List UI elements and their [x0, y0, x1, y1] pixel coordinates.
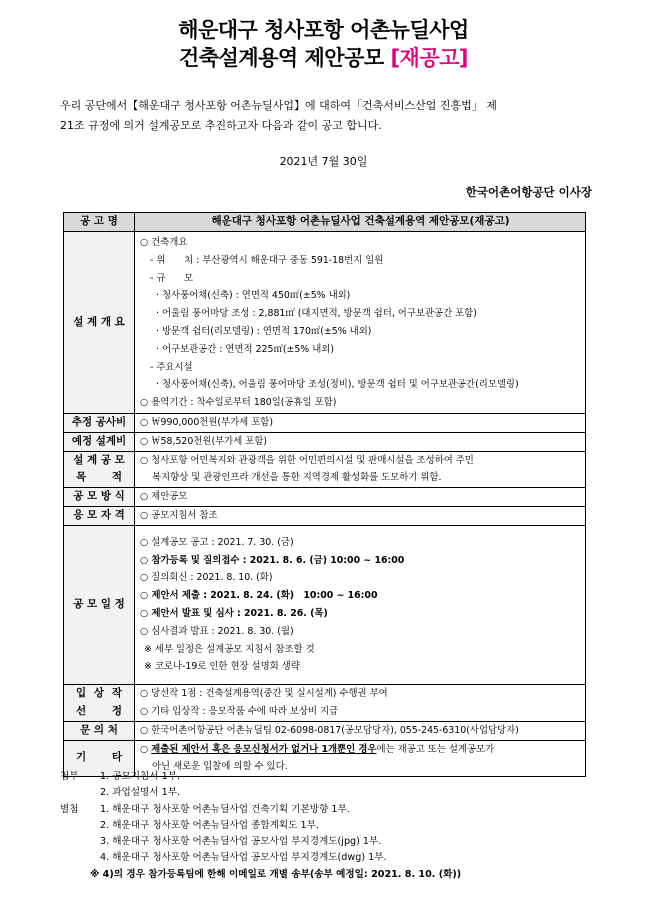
table-row [64, 506, 586, 525]
table-row [64, 232, 586, 414]
overview-line: ○ 건축개요 [140, 237, 188, 248]
label-notice-name: 공 고 명 [64, 213, 135, 232]
page-title-line2 [0, 42, 647, 72]
intro-line2: 21조 규정에 의거 설계공모로 추진하고자 다음과 같이 공고 합니다. [60, 119, 382, 132]
table-row [64, 413, 586, 432]
attach-item [60, 785, 461, 801]
page-title-main: 건축설계용역 제안공모 [178, 46, 384, 70]
annex-label: 별첨 [60, 803, 79, 815]
schedule-note: ※ 코로나-19로 인한 현장 설명회 생략 [144, 661, 300, 673]
overview-line: · 어울림 풍어마당 조성 : 2,881㎡ (대지면적, 방문객 쉼터, 어구보관공간 포함) [156, 308, 477, 320]
label-design-fee: 예정 설계비 [64, 432, 135, 451]
design-overview-cell [135, 232, 586, 414]
table-row [64, 525, 586, 684]
attach-text: 1. 공모지침서 1부. [100, 771, 181, 782]
issuer: 한국어촌어항공단 이사장 [465, 185, 592, 199]
schedule-line: ○ 질의회신 : 2021. 8. 10. (화) [140, 572, 273, 584]
estimated-cost-value: ○ ￦990,000천원(부가세 포함) [135, 413, 586, 432]
label-contact: 문 의 처 [64, 721, 135, 740]
annex-item [60, 850, 461, 866]
method-value: ○ 제안공모 [135, 488, 586, 507]
overview-line: - 규 모 [150, 272, 194, 284]
award-line: ○ 당선작 1점 : 건축설계용역(중간 및 실시설계) 수행권 부여 [140, 688, 388, 700]
table-row [64, 685, 586, 722]
award-line: ○ 기타 입상작 : 응모작품 수에 따라 보상비 지급 [140, 705, 339, 717]
label-qualification: 응 모 자 격 [64, 506, 135, 525]
footer-note: ※ 4)의 경우 참가등록팀에 한해 이메일로 개별 송부(송부 예정일: 2021. 8. 10. (화)) [90, 868, 462, 880]
label-purpose [64, 451, 135, 488]
notice-name-value: 해운대구 청사포항 어촌뉴딜사업 건축설계용역 제안공모(재공고) [135, 213, 586, 232]
label-char: 타 [111, 751, 122, 764]
label-award [64, 685, 135, 722]
label-purpose-a: 설 계 공 모 [73, 453, 125, 466]
other-line2: 아닌 새로운 입찰에 의할 수 있다. [152, 761, 288, 773]
purpose-line: ○ 청사포항 어민복지와 관광객을 위한 어민편의시설 및 판매시설을 조성하여 주민 [140, 454, 474, 466]
label-design-overview: 설 계 개 요 [64, 232, 135, 414]
schedule-note: ※ 세부 일정은 설계공모 지침서 참조할 것 [144, 643, 315, 655]
overview-line: - 주요시설 [150, 361, 193, 373]
award-cell [135, 685, 586, 722]
label-purpose-b [64, 469, 134, 487]
label-method: 공 모 방 식 [64, 488, 135, 507]
other-emphasis: 제출된 제안서 혹은 응모신청서가 없거나 1개뿐인 경우 [151, 743, 377, 755]
table-row [64, 451, 586, 488]
intro-line1: 우리 공단에서【해운대구 청사포항 어촌뉴딜사업】에 대하여「건축서비스산업 진흥법」 제 [60, 99, 497, 112]
overview-line: · 방문객 쉼터(리모델링) : 연면적 170㎡(±5% 내외) [156, 325, 372, 337]
label-award-a [64, 685, 134, 703]
label-char: 정 [111, 704, 122, 717]
other-line1 [140, 741, 581, 759]
table-row [64, 488, 586, 507]
attach-label: 첨부 [60, 771, 79, 782]
contact-value: ○ 한국어촌어항공단 어촌뉴딜팀 02-6098-0817(공모담당자), 055-245-6310(사업담당자) [135, 721, 586, 740]
annex-text: 4. 해운대구 청사포항 어촌뉴딜사업 공모사업 부지경계도(dwg) 1부. [100, 852, 387, 864]
annex-item [60, 802, 461, 818]
announcement-table [63, 212, 586, 777]
label-char: 상 [93, 687, 105, 700]
overview-line: - 위 치 : 부산광역시 해운대구 중동 591-18번지 일원 [150, 254, 384, 266]
schedule-line: ○ 설계공모 공고 : 2021. 7. 30. (금) [140, 536, 294, 548]
schedule-line: ○ 심사결과 발표 : 2021. 8. 30. (월) [140, 625, 294, 637]
table-row [64, 213, 586, 232]
annex-text: 3. 해운대구 청사포항 어촌뉴딜사업 공모사업 부지경계도(jpg) 1부. [100, 836, 382, 848]
schedule-line: ○ 제안서 제출 : 2021. 8. 24. (화) 10:00 ~ 16:00 [140, 590, 378, 602]
qualification-value: ○ 공모지침서 참조 [135, 506, 586, 525]
reannouncement-tag: [재공고] [390, 46, 469, 70]
attach-item [60, 769, 461, 785]
schedule-line: ○ 제안서 발표 및 심사 : 2021. 8. 26. (목) [140, 607, 328, 619]
page-title-line1: 해운대구 청사포항 어촌뉴딜사업 [178, 18, 469, 42]
announcement-date: 2021년 7월 30일 [279, 155, 368, 168]
label-char: 기 [76, 751, 87, 764]
label-char: 작 [111, 687, 122, 700]
overview-line: · 청사풍어채(신축) : 연면적 450㎡(±5% 내외) [156, 290, 351, 302]
schedule-cell [135, 525, 586, 684]
table-row [64, 721, 586, 740]
purpose-cell [135, 451, 586, 488]
table-row [64, 432, 586, 451]
overview-line: ○ 용역기간 : 착수일로부터 180일(공휴일 포함) [140, 397, 337, 409]
other-rest: 에는 재공고 또는 설계공모가 [376, 743, 495, 755]
overview-line: · 어구보관공간 : 연면적 225㎡(±5% 내외) [156, 343, 334, 355]
schedule-line: ○ 참가등록 및 질의접수 : 2021. 8. 6. (금) 10:00 ~ 16:00 [140, 554, 405, 566]
label-char: 선 [76, 704, 87, 717]
label-schedule: 공 모 일 정 [64, 525, 135, 684]
label-estimated-cost: 추정 공사비 [64, 413, 135, 432]
annex-item [60, 834, 461, 850]
attach-text: 2. 과업설명서 1부. [100, 787, 181, 799]
annex-text: 2. 해운대구 청사포항 어촌뉴딜사업 종합계획도 1부. [100, 819, 319, 831]
footer [60, 769, 461, 883]
annex-item [60, 818, 461, 834]
label-award-b [64, 703, 134, 721]
label-char: 목 [76, 471, 87, 484]
annex-text: 1. 해운대구 청사포항 어촌뉴딜사업 건축기획 기본방향 1부. [100, 803, 350, 815]
purpose-line: 복지향상 및 관광인프라 개선을 통한 지역경제 활성화를 도모하기 위함. [152, 472, 442, 484]
overview-line: · 청사풍어채(신축), 어울림 풍어마당 조성(정비), 방문객 쉼터 및 어구보관공간(리모델링) [156, 379, 519, 391]
label-other-chars [64, 749, 134, 767]
label-char: 입 [76, 687, 87, 700]
label-char: 적 [111, 471, 122, 484]
design-fee-value: ○ ￦58,520천원(부가세 포함) [135, 432, 586, 451]
bullet: ○ [140, 743, 149, 755]
